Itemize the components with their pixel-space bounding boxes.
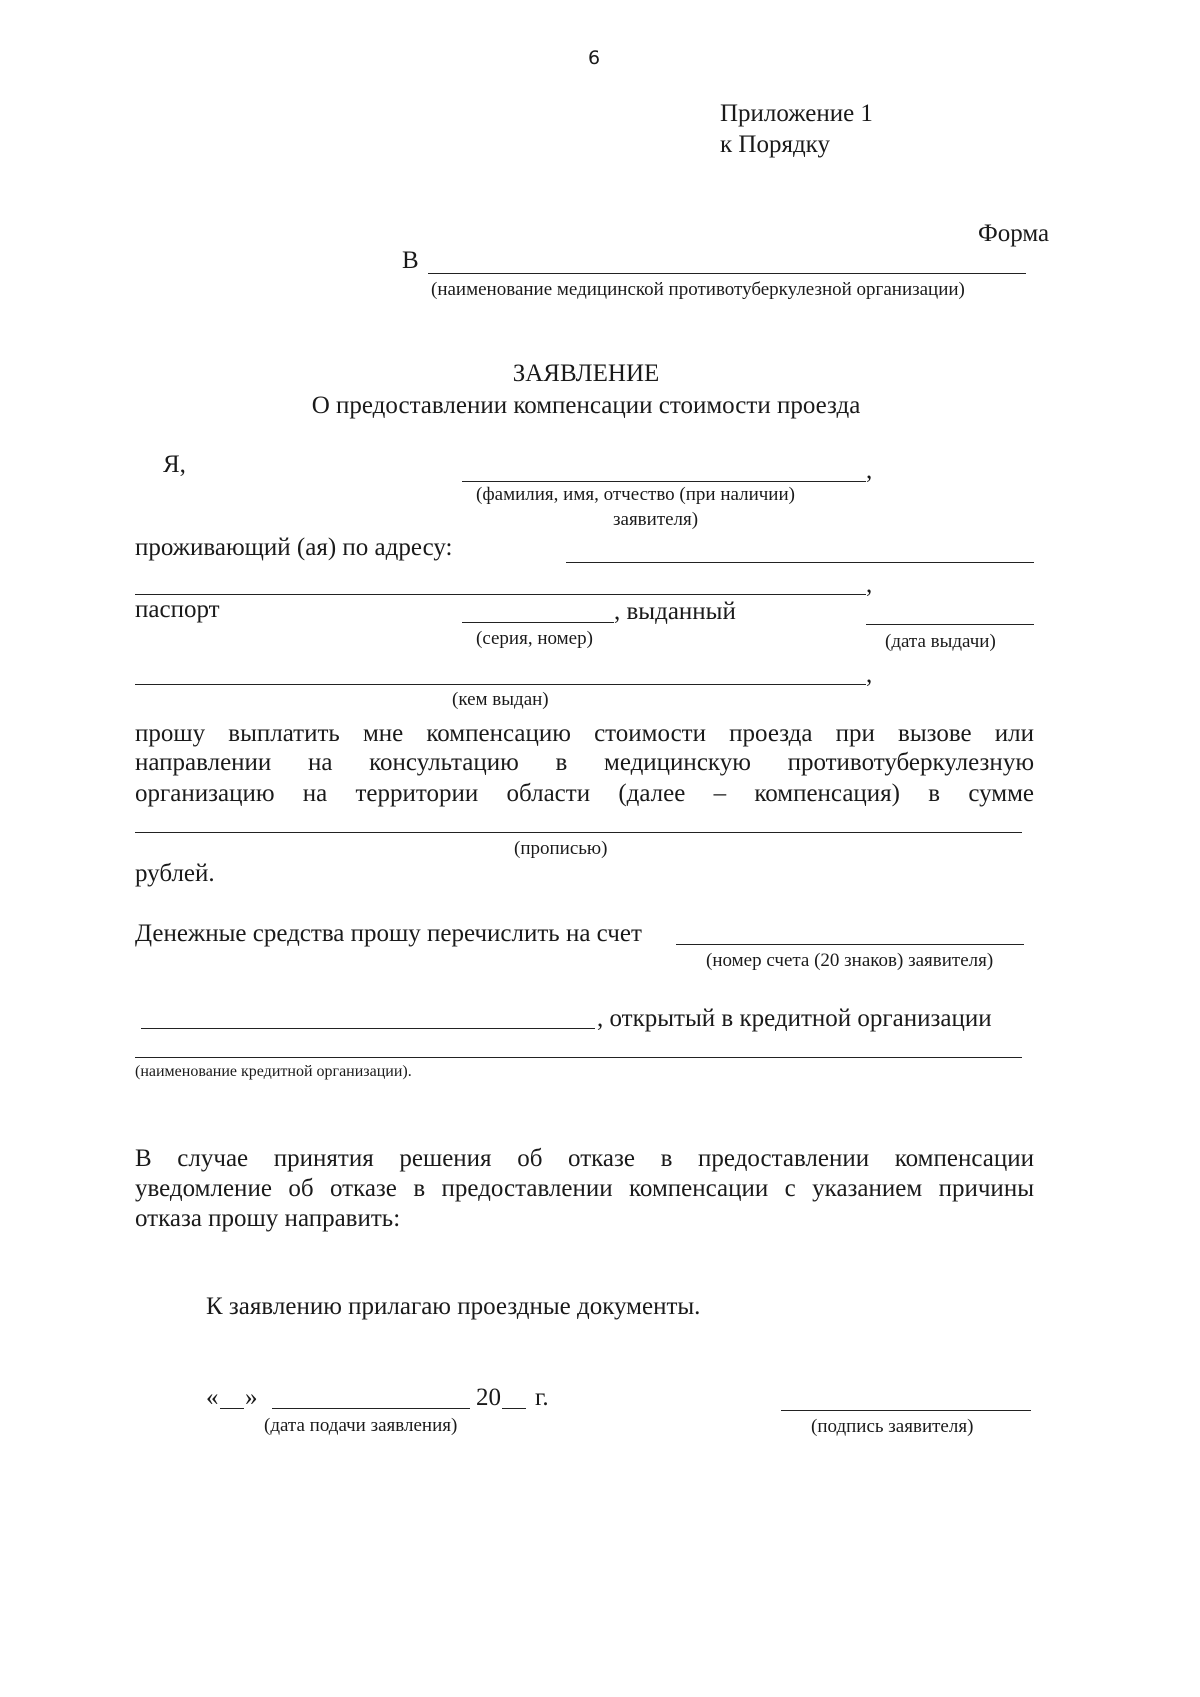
account-opened: , открытый в кредитной организации [597,1005,992,1032]
date-year-suffix: г. [535,1384,549,1411]
applicant-name-blank[interactable] [462,481,866,482]
address-blank-2[interactable] [135,594,866,595]
refusal-line-2: уведомление об отказе в предоставлении компенсации с указанием причины [135,1175,1034,1202]
recipient-prefix: В [402,247,419,274]
applicant-comma: , [866,457,873,484]
signature-blank[interactable] [781,1410,1031,1411]
passport-label: паспорт [135,596,220,623]
recipient-blank[interactable] [428,273,1026,274]
page-number: 6 [588,47,601,69]
appendix-line-1: Приложение 1 [720,100,873,127]
request-line-3: организацию на территории области (далее – компенсация) в сумме [135,780,1034,807]
currency-label: рублей. [135,860,215,887]
request-line-1: прошу выплатить мне компенсацию стоимости проезда при вызове или [135,720,1034,747]
address-blank-1[interactable] [566,562,1034,563]
date-year-blank[interactable] [502,1408,526,1409]
account-number-blank[interactable] [676,944,1024,945]
date-month-blank[interactable] [272,1408,470,1409]
date-quote-close: » [245,1384,258,1411]
passport-issuer-blank[interactable] [135,684,866,685]
recipient-caption: (наименование медицинской противотуберкулезной организации) [431,279,965,300]
date-quote-open: « [206,1384,219,1411]
applicant-ya: Я, [163,451,186,478]
date-day-blank[interactable] [220,1408,244,1409]
date-caption: (дата подачи заявления) [264,1415,458,1436]
request-line-2: направлении на консультацию в медицинскую противотуберкулезную [135,749,1034,776]
applicant-caption-1: (фамилия, имя, отчество (при наличии) [476,484,795,505]
passport-date-caption: (дата выдачи) [885,631,996,652]
appendix-line-2: к Порядку [720,131,830,158]
signature-caption: (подпись заявителя) [811,1416,974,1437]
address-label: проживающий (ая) по адресу: [135,534,453,561]
bank-name-blank[interactable] [135,1057,1022,1058]
amount-blank[interactable] [135,832,1022,833]
account-label: Денежные средства прошу перечислить на счет [135,920,642,947]
passport-issued: , выданный [614,598,736,625]
refusal-line-1: В случае принятия решения об отказе в предоставлении компенсации [135,1145,1034,1172]
passport-series-caption: (серия, номер) [476,628,593,649]
passport-number-blank[interactable] [462,622,614,623]
account-holder-blank[interactable] [141,1028,595,1029]
refusal-line-3: отказа прошу направить: [135,1205,401,1232]
form-label: Форма [978,220,1050,247]
passport-date-blank[interactable] [866,624,1034,625]
passport-issuer-caption: (кем выдан) [452,689,549,710]
attachment-text: К заявлению прилагаю проездные документы. [206,1293,701,1320]
account-caption: (номер счета (20 знаков) заявителя) [706,950,994,971]
applicant-caption-2: заявителя) [613,509,699,530]
document-subtitle: О предоставлении компенсации стоимости проезда [311,392,861,419]
bank-caption: (наименование кредитной организации). [135,1063,412,1080]
address-comma: , [866,571,873,598]
document-title: ЗАЯВЛЕНИЕ [512,360,660,387]
amount-caption: (прописью) [514,838,608,859]
date-year-prefix: 20 [476,1384,501,1411]
passport-comma: , [866,661,873,688]
